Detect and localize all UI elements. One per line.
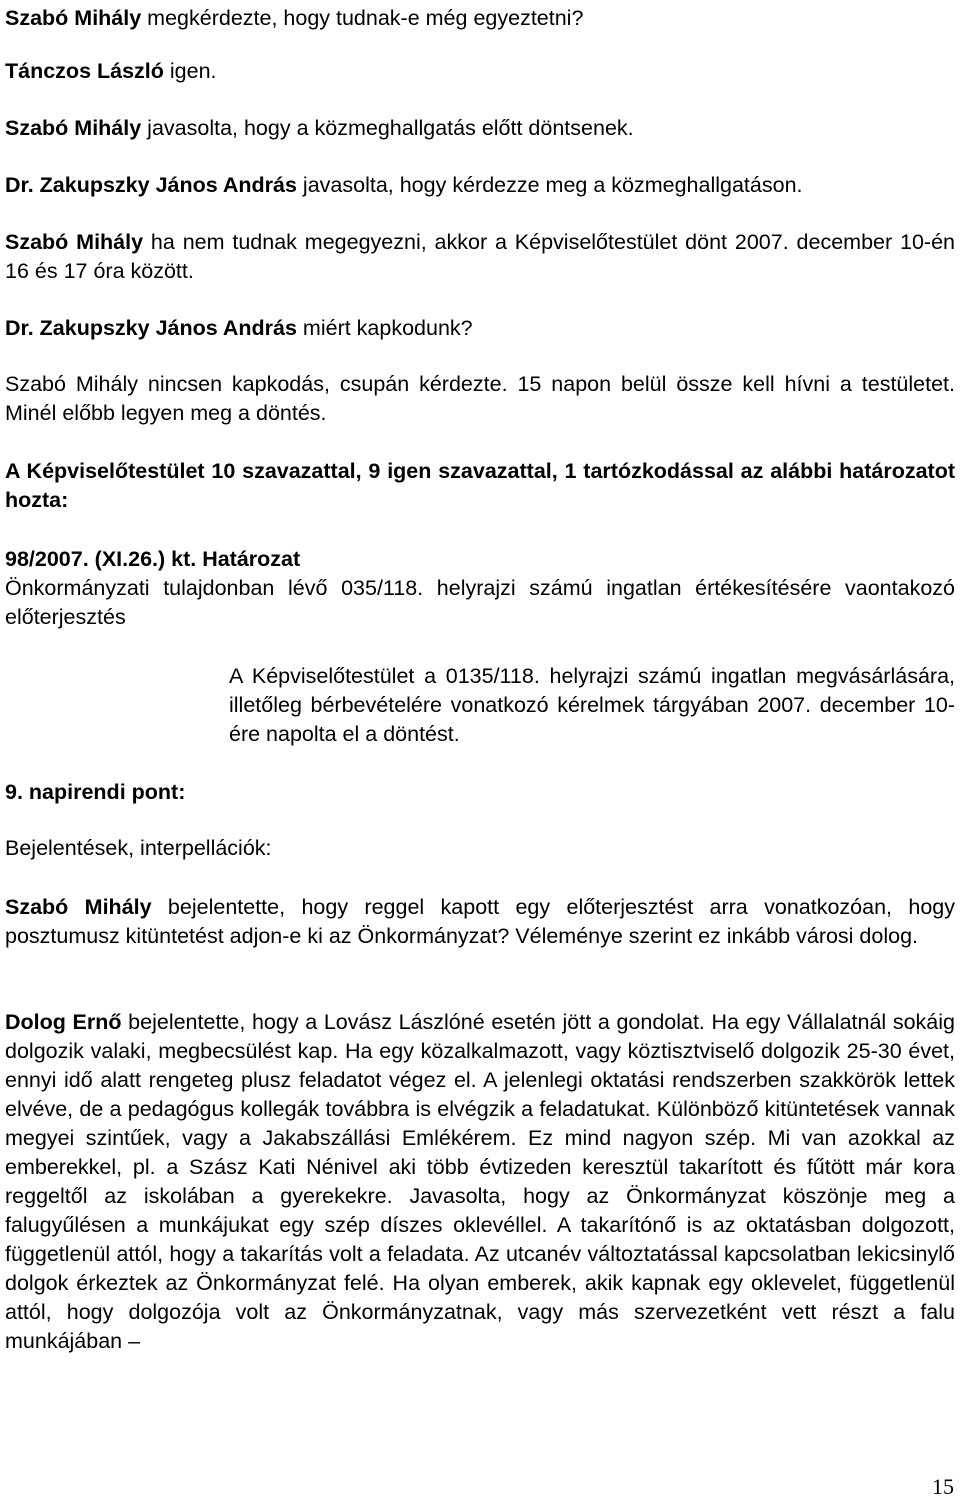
paragraph-2: Dolog Ernő bejelentette, hogy a Lovász Lászlóné esetén jött a gondolat. Ha egy Vállalatnál sokáig dolgozik valaki, megbecsülést kap. Ha egy közalkalmazott, vagy köztisztviselő dolgozik 25-30 évet, ennyi idő alatt rengeteg plusz feladatot végez el. A jelenlegi oktatási rendszerben szakkörök lettek elvéve, de a pedagógus kollegák továbbra is elvégzik a feladatukat. Különböző kitüntetések vannak megyei szintűek, vagy a Jakabszállási Emlékérem. Ez mind nagyon szép. Mi van azokkal az emberekkel, pl. a Szász Kati Nénivel aki több évtizeden keresztül takarított és fűtött már kora reggeltől az iskolában a gyerekekre. Javasolta, hogy az Önkormányzat köszönje meg a falugyűlésen a munkájukat egy szép díszes oklevéllel. A takarítónő is az oktatásban dolgozott, függetlenül attól, hogy a takarítás volt a feladata. Az utcanév változtatással kapcsolatban lekicsinylő dolgok érkeztek az Önkormányzat felé. Ha olyan emberek, akik kapnak egy oklevelet, függetlenül attól, hogy dolgozója volt az Önkormányzatnak, vagy más szervezetként vett részt a falu munkájában – bbox=[5, 1010, 955, 1353]
line-6: Dr. Zakupszky János András miért kapkodunk? bbox=[5, 316, 473, 340]
line-5: Szabó Mihály ha nem tudnak megegyezni, akkor a Képviselőtestület dönt 2007. december 10-én 16 és 17 óra között. bbox=[5, 230, 955, 283]
resolution-subject: Önkormányzati tulajdonban lévő 035/118. helyrajzi számú ingatlan értékesítésére vaontakozó előterjesztés bbox=[5, 576, 955, 629]
vote-statement: A Képviselőtestület 10 szavazattal, 9 igen szavazattal, 1 tartózkodással az alábbi határozatot hozta: bbox=[5, 459, 955, 512]
paragraph-1: Szabó Mihály bejelentette, hogy reggel kapott egy előterjesztést arra vonatkozóan, hogy posztumusz kitüntetést adjon-e ki az Önkormányzat? Véleménye szerint ez inkább városi dolog. bbox=[5, 895, 955, 948]
line-3: Szabó Mihály javasolta, hogy a közmeghallgatás előtt döntsenek. bbox=[5, 116, 634, 140]
line-2: Tánczos László igen. bbox=[5, 59, 217, 83]
speaker-name: Szabó Mihály bbox=[5, 116, 142, 140]
line-4: Dr. Zakupszky János András javasolta, hogy kérdezze meg a közmeghallgatáson. bbox=[5, 173, 803, 197]
speaker-name: Szabó Mihály bbox=[5, 895, 152, 919]
line-7: Szabó Mihály nincsen kapkodás, csupán kérdezte. 15 napon belül össze kell hívni a testületet. Minél előbb legyen meg a döntés. bbox=[5, 372, 955, 425]
agenda-topic: Bejelentések, interpellációk: bbox=[5, 836, 272, 860]
agenda-item: 9. napirendi pont: bbox=[5, 780, 186, 804]
speaker-name: Tánczos László bbox=[5, 59, 164, 83]
resolution-number: 98/2007. (XI.26.) kt. Határozat bbox=[5, 547, 301, 571]
speaker-name: Dr. Zakupszky János András bbox=[5, 173, 297, 197]
line-1: Szabó Mihály megkérdezte, hogy tudnak-e még egyeztetni? bbox=[5, 6, 584, 30]
speaker-name: Dolog Ernő bbox=[5, 1010, 122, 1034]
speaker-name: Dr. Zakupszky János András bbox=[5, 316, 297, 340]
resolution-decision: A Képviselőtestület a 0135/118. helyrajzi számú ingatlan megvásárlására, illetőleg bérbevételére vonatkozó kérelmek tárgyában 2007. december 10-ére napolta el a döntést. bbox=[229, 664, 955, 746]
page-number: 15 bbox=[932, 1474, 954, 1499]
speaker-name: Szabó Mihály bbox=[5, 230, 144, 254]
speaker-name: Szabó Mihály bbox=[5, 6, 142, 30]
